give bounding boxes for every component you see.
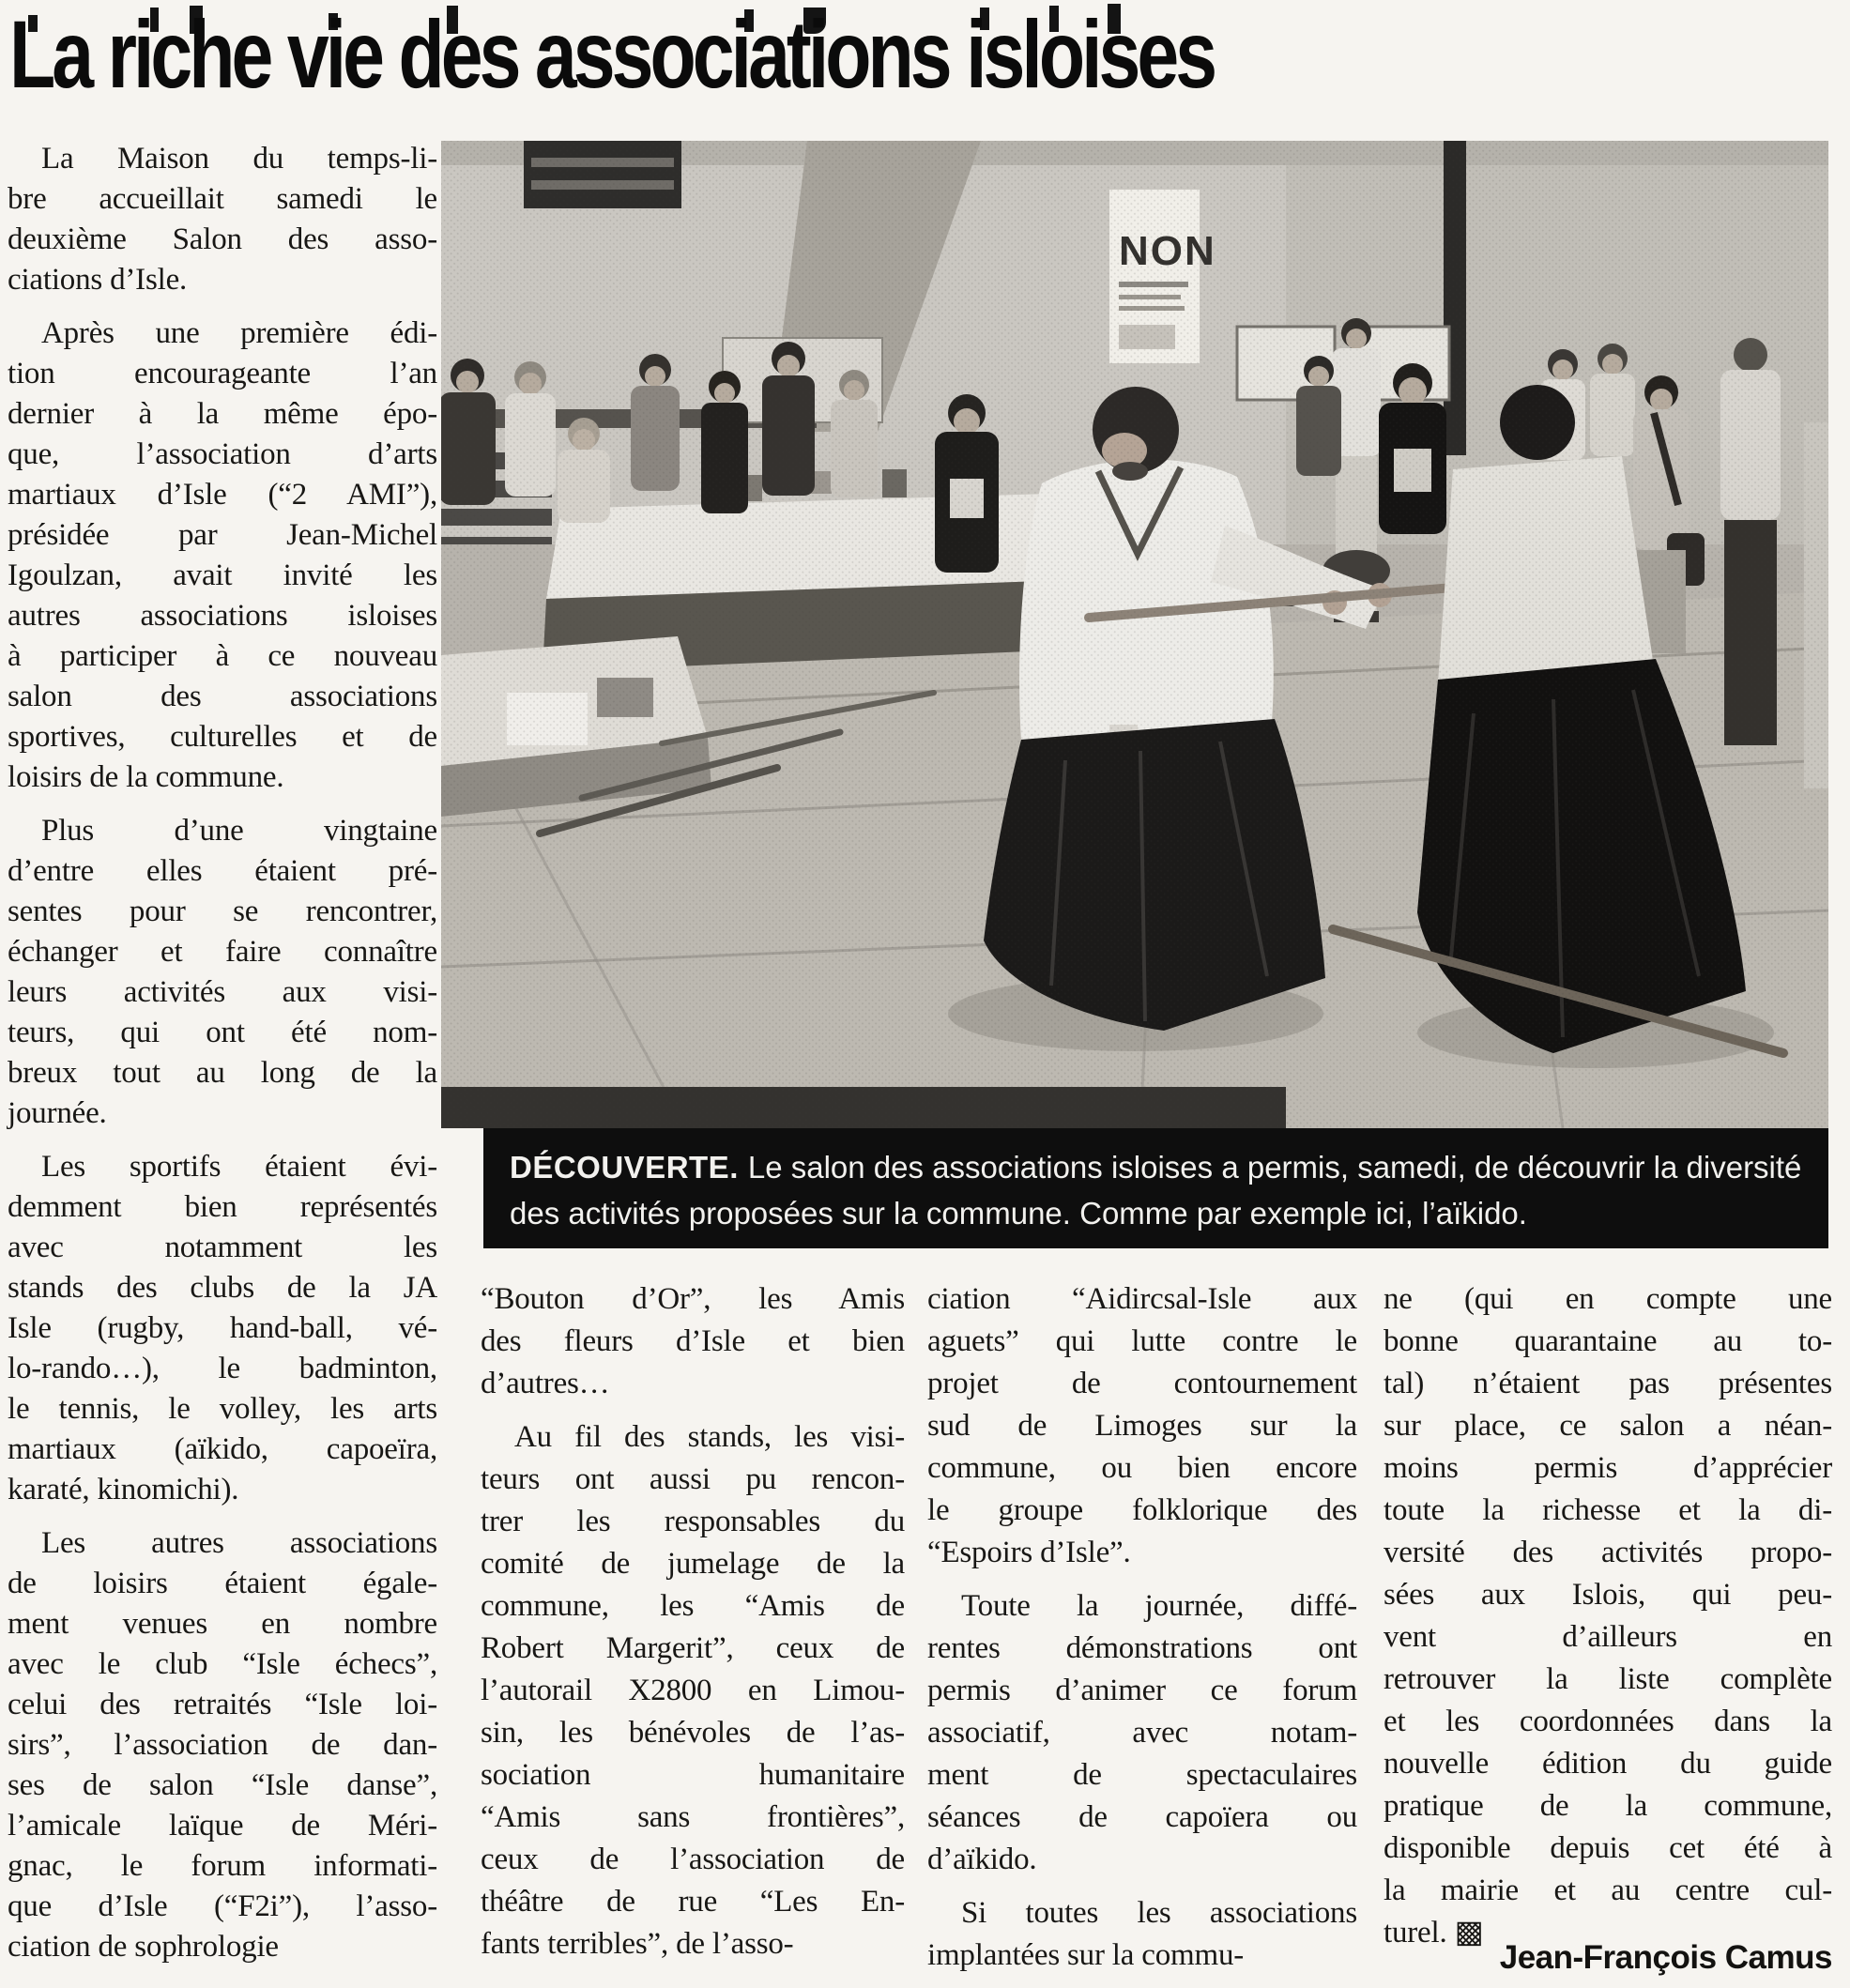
text-line: deuxième Salon des asso-: [8, 222, 437, 256]
text-line: lo-rando…), le badminton,: [8, 1352, 437, 1385]
text-line: ne (qui en compte une: [1384, 1282, 1832, 1316]
text-line: fants terribles”, de l’asso-: [481, 1927, 794, 1961]
text-line: échanger et faire connaître: [8, 935, 437, 969]
text-line: tal) n’étaient pas présentes: [1384, 1367, 1832, 1400]
text-line: présidée par Jean-Michel: [8, 518, 437, 552]
text-line: Les sportifs étaient évi-: [41, 1150, 437, 1184]
article-column-2: [481, 1278, 905, 1977]
text-line: journée.: [8, 1096, 107, 1130]
text-line: l’amicale laïque de Méri-: [8, 1809, 437, 1843]
text-line: sirs”, l’association de dan-: [8, 1728, 437, 1762]
caption-label: DÉCOUVERTE.: [510, 1150, 739, 1185]
paragraph: [8, 139, 437, 300]
text-line: “Amis sans frontières”,: [481, 1800, 905, 1834]
paragraph: [1384, 1278, 1832, 1954]
text-line: stands des clubs de la JA: [8, 1271, 437, 1305]
article-column-1: [8, 139, 437, 1980]
text-line: ciations d’Isle.: [8, 263, 188, 297]
text-line: sées aux Islois, qui peu-: [1384, 1578, 1832, 1612]
paragraph: [481, 1278, 905, 1405]
text-line: Igoulzan, avait invité les: [8, 558, 437, 592]
text-line: avec le club “Isle échecs”,: [8, 1647, 437, 1681]
text-line: bre accueillait samedi le: [8, 182, 437, 216]
text-line: sentes pour se rencontrer,: [8, 895, 437, 928]
paragraph: [927, 1585, 1357, 1881]
text-line: ceux de l’association de: [481, 1843, 905, 1876]
text-line: pratique de la commune,: [1384, 1789, 1832, 1823]
text-line: autres associations isloises: [8, 599, 437, 633]
text-line: projet de contournement: [927, 1367, 1357, 1400]
text-line: sud de Limoges sur la: [927, 1409, 1357, 1443]
text-line: sur place, ce salon a néan-: [1384, 1409, 1832, 1443]
text-line: martiaux (aïkido, capoeïra,: [8, 1432, 437, 1466]
text-line: demment bien représentés: [8, 1190, 437, 1224]
paragraph: [8, 1523, 437, 1967]
text-line: permis d’animer ce forum: [927, 1674, 1357, 1707]
text-line: disponible depuis cet été à: [1384, 1831, 1832, 1865]
headline: La riche vie des associations isloises: [9, 1, 1215, 108]
text-line: breux tout au long de la: [8, 1056, 437, 1090]
text-line: d’aïkido.: [927, 1843, 1037, 1876]
text-line: sportives, culturelles et de: [8, 720, 437, 754]
text-line: loisirs de la commune.: [8, 760, 284, 794]
text-line: Après une première édi-: [41, 316, 437, 350]
text-line: ment de spectaculaires: [927, 1758, 1357, 1792]
text-line: sociation humanitaire: [481, 1758, 905, 1792]
text-line: gnac, le forum informati-: [8, 1849, 437, 1883]
text-line: la mairie et au centre cul-: [1384, 1873, 1832, 1907]
text-line: d’autres…: [481, 1367, 610, 1400]
caption-text: Le salon des associations isloises a permis, samedi, de découvrir la diversité des activités proposées sur la commune. Comme par exemple ici, l’aïkido.: [510, 1150, 1802, 1231]
text-line: l’autorail X2800 en Limou-: [481, 1674, 905, 1707]
text-line: des fleurs d’Isle et bien: [481, 1324, 905, 1358]
aikido-demo-illustration: [441, 141, 1828, 1128]
text-line: karaté, kinomichi).: [8, 1473, 239, 1506]
photo-caption: [483, 1128, 1828, 1248]
text-line: Si toutes les associations: [961, 1896, 1357, 1930]
text-line: moins permis d’apprécier: [1384, 1451, 1832, 1485]
text-line: implantées sur la commu-: [927, 1938, 1245, 1972]
text-line: commune, les “Amis de: [481, 1589, 905, 1623]
text-line: toute la richesse et la di-: [1384, 1493, 1832, 1527]
text-line: aguets” qui lutte contre le: [927, 1324, 1357, 1358]
text-line: théâtre de rue “Les En-: [481, 1885, 905, 1919]
text-line: versité des activités propo-: [1384, 1536, 1832, 1569]
text-line: rentes démonstrations ont: [927, 1631, 1357, 1665]
text-line: bonne quarantaine au to-: [1384, 1324, 1832, 1358]
text-line: séances de capoïera ou: [927, 1800, 1357, 1834]
text-line: retrouver la liste complète: [1384, 1662, 1832, 1696]
text-line: “Espoirs d’Isle”.: [927, 1536, 1131, 1569]
text-line: ment venues en nombre: [8, 1607, 437, 1641]
text-line: à participer à ce nouveau: [8, 639, 437, 673]
text-line: La Maison du temps-li-: [41, 142, 437, 176]
text-line: turel. ▩: [1384, 1916, 1484, 1950]
byline: Jean-François Camus: [1499, 1939, 1832, 1976]
text-line: teurs ont aussi pu rencon-: [481, 1462, 905, 1496]
text-line: sin, les bénévoles de l’as-: [481, 1716, 905, 1750]
text-line: d’entre elles étaient pré-: [8, 854, 437, 888]
article-column-3: [927, 1278, 1357, 1988]
text-line: le groupe folklorique des: [927, 1493, 1357, 1527]
text-line: de loisirs étaient égale-: [8, 1567, 437, 1600]
halftone-overlay: [441, 141, 1828, 1128]
news-photo: [441, 141, 1828, 1128]
text-line: teurs, qui ont été nom-: [8, 1016, 437, 1049]
text-line: Robert Margerit”, ceux de: [481, 1631, 905, 1665]
text-line: et les coordonnées dans la: [1384, 1705, 1832, 1738]
text-line: dernier à la même épo-: [8, 397, 437, 431]
text-line: “Bouton d’Or”, les Amis: [481, 1282, 905, 1316]
text-line: que, l’association d’arts: [8, 437, 437, 471]
text-line: nouvelle édition du guide: [1384, 1747, 1832, 1781]
text-line: Au fil des stands, les visi-: [514, 1420, 905, 1454]
text-line: Plus d’une vingtaine: [41, 814, 437, 848]
text-line: salon des associations: [8, 680, 437, 713]
text-line: comité de jumelage de la: [481, 1547, 905, 1581]
paragraph: [8, 313, 437, 798]
text-line: ciation “Aidircsal-Isle aux: [927, 1282, 1357, 1316]
text-line: commune, ou bien encore: [927, 1451, 1357, 1485]
text-line: associatif, avec notam-: [927, 1716, 1357, 1750]
text-line: que d’Isle (“F2i”), l’asso-: [8, 1889, 437, 1923]
text-line: Isle (rugby, hand-ball, vé-: [8, 1311, 437, 1345]
text-line: avec notamment les: [8, 1231, 437, 1264]
text-line: martiaux d’Isle (“2 AMI”),: [8, 478, 437, 512]
text-line: leurs activités aux visi-: [8, 975, 437, 1009]
text-line: celui des retraités “Isle loi-: [8, 1688, 437, 1721]
text-line: le tennis, le volley, les arts: [8, 1392, 437, 1426]
paragraph: [8, 1147, 437, 1510]
article-column-4: [1384, 1278, 1832, 1965]
text-line: ciation de sophrologie: [8, 1930, 279, 1964]
paragraph: [8, 811, 437, 1134]
text-line: Les autres associations: [41, 1526, 437, 1560]
text-line: ses de salon “Isle danse”,: [8, 1768, 437, 1802]
paragraph: [927, 1892, 1357, 1977]
text-line: tion encourageante l’an: [8, 357, 437, 390]
paragraph: [481, 1416, 905, 1965]
text-line: trer les responsables du: [481, 1505, 905, 1538]
text-line: vent d’ailleurs en: [1384, 1620, 1832, 1654]
poster-text: NON: [1119, 228, 1216, 274]
paragraph: [927, 1278, 1357, 1574]
text-line: Toute la journée, diffé-: [961, 1589, 1357, 1623]
